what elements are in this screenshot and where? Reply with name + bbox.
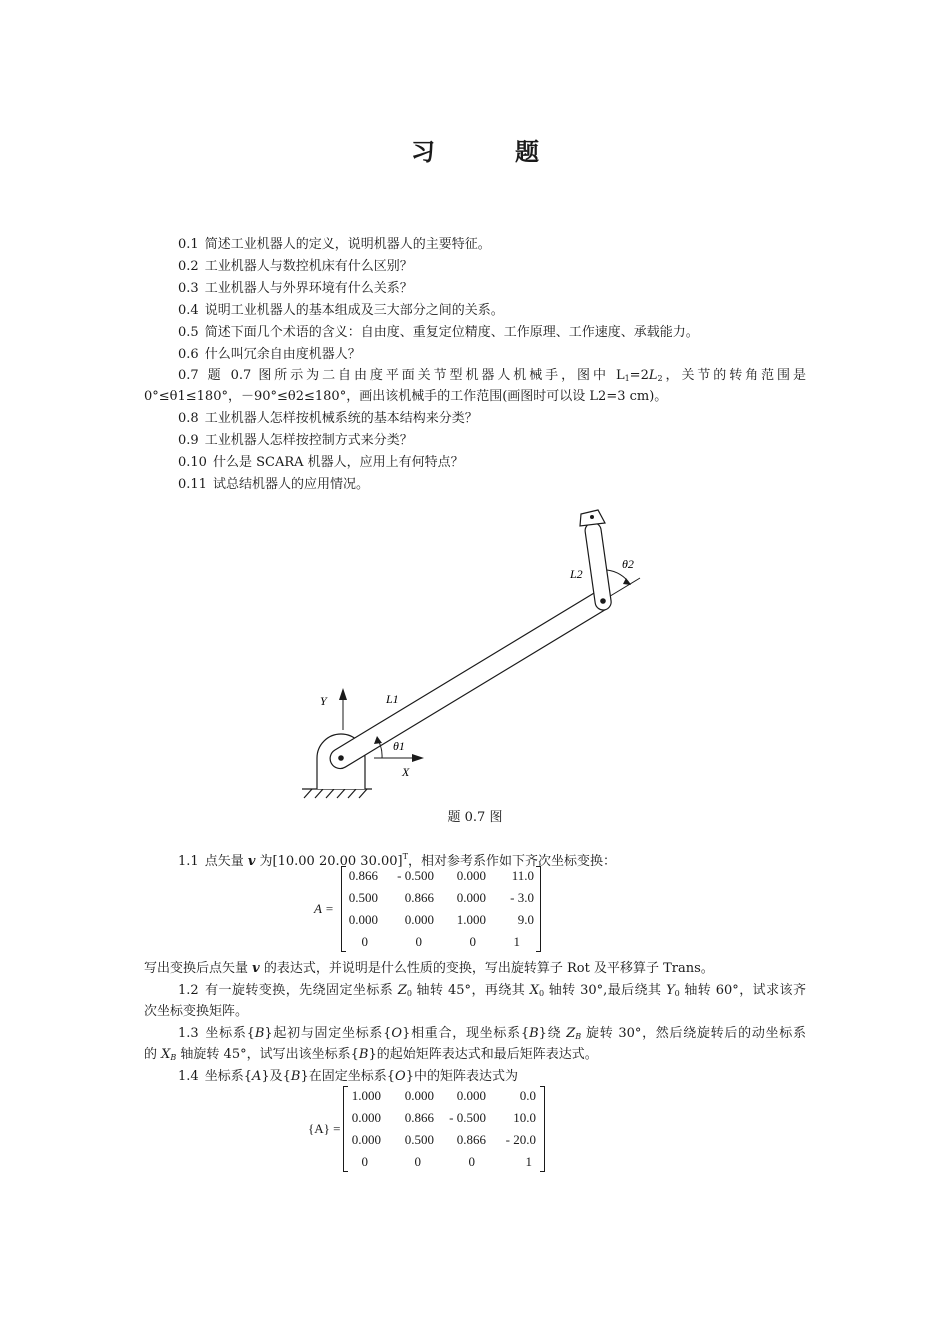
question-0-10: 0.10 什么是 SCARA 机器人，应用上有何特点？ bbox=[178, 455, 464, 470]
robot-arm-figure bbox=[290, 500, 660, 805]
matrix-a-row-0: 0.866 - 0.500 0.000 11.0 bbox=[348, 868, 534, 883]
matrix-a-row-1: 0.500 0.866 0.000 - 3.0 bbox=[348, 890, 534, 905]
joint-1 bbox=[338, 755, 344, 761]
problem-1-4-intro: 1.4 坐标系{A}及{B}在固定坐标系{O}中的矩阵表达式为 bbox=[178, 1069, 518, 1084]
matrix-frame-row-0: 1.000 0.000 0.000 0.0 bbox=[351, 1088, 536, 1103]
question-0-1: 0.1 简述工业机器人的定义，说明机器人的主要特征。 bbox=[178, 237, 491, 252]
matrix-a-row-3: 0 0 0 1 bbox=[361, 934, 520, 949]
figure-caption: 题 0.7 图 bbox=[447, 810, 503, 825]
question-0-2: 0.2 工业机器人与数控机床有什么区别？ bbox=[178, 259, 413, 274]
link-2-label: L2 bbox=[570, 567, 583, 581]
page-title: 习 题 bbox=[411, 138, 567, 166]
matrix-a: A = 0.866 - 0.500 0.000 11.0 0.500 0.866 0.000 - 3.0 0.000 0.000 1.000 9.0 0 0 0 1 bbox=[310, 864, 550, 954]
link-1-label: L1 bbox=[386, 692, 399, 706]
question-0-7-line2: 0°≤θ1≤180°，－90°≤θ2≤180°，画出该机械手的工作范围(画图时可以设 L2=3 cm)。 bbox=[144, 389, 668, 404]
matrix-a-row-2: 0.000 0.000 1.000 9.0 bbox=[348, 912, 534, 927]
matrix-frame-row-3: 0 0 0 1 bbox=[361, 1154, 532, 1169]
ground-base bbox=[302, 789, 372, 798]
link-1 bbox=[326, 588, 613, 772]
question-0-4: 0.4 说明工业机器人的基本组成及三大部分之间的关系。 bbox=[178, 303, 504, 318]
x-axis-label: X bbox=[402, 765, 410, 779]
matrix-frame-row-1: 0.000 0.866 - 0.500 10.0 bbox=[351, 1110, 536, 1125]
problem-1-1-intro: 1.1 点矢量 v 为[10.00 20.00 30.00]$^T$，相对参考系作如下齐次坐标变换： bbox=[178, 852, 616, 869]
problem-1-1-after: 写出变换后点矢量 v 的表达式，并说明是什么性质的变换，写出旋转算子 Rot 及平移算子 Trans。 bbox=[144, 961, 714, 976]
problem-1-2-line2: 次坐标变换矩阵。 bbox=[144, 1004, 249, 1019]
question-0-9: 0.9 工业机器人怎样按控制方式来分类？ bbox=[178, 433, 413, 448]
matrix-a-frame: {A} = 1.000 0.000 0.000 0.0 0.000 0.866 - 0.500 10.0 0.000 0.500 0.866 - 20.0 0 0 0 1 bbox=[306, 1084, 556, 1174]
problem-1-2-line1: 1.2 有一旋转变换，先绕固定坐标系 $Z_0$ 轴转 45°，再绕其 $X_0$ 轴转 30°,最后绕其 $Y_0$ 轴转 60°，试求该齐 bbox=[178, 983, 806, 998]
question-0-11: 0.11 试总结机器人的应用情况。 bbox=[178, 477, 369, 492]
joint-2 bbox=[600, 598, 606, 604]
question-0-7-line1: 0.7 题 0.7 图所示为二自由度平面关节型机器人机械手，图中 $L_1=2L_2$，关节的转角范围是 bbox=[178, 368, 806, 383]
problem-1-3-line1: 1.3 坐标系{B}起初与固定坐标系{O}相重合，现坐标系{B}绕 $Z_B$ 旋转 30°，然后绕旋转后的动坐标系 bbox=[178, 1026, 806, 1041]
y-axis-label: Y bbox=[320, 694, 327, 708]
theta-2-label: θ2 bbox=[622, 557, 634, 571]
problem-1-3-line2: 的 $X_B$ 轴旋转 45°，试写出该坐标系{B}的起始矩阵表达式和最后矩阵表达式。 bbox=[144, 1047, 598, 1062]
matrix-frame-row-2: 0.000 0.500 0.866 - 20.0 bbox=[351, 1132, 536, 1147]
question-0-5: 0.5 简述下面几个术语的含义：自由度、重复定位精度、工作原理、工作速度、承载能力。 bbox=[178, 325, 699, 340]
question-0-6: 0.6 什么叫冗余自由度机器人？ bbox=[178, 347, 361, 362]
question-0-8: 0.8 工业机器人怎样按机械系统的基本结构来分类？ bbox=[178, 411, 478, 426]
theta-1-label: θ1 bbox=[393, 739, 405, 753]
question-0-3: 0.3 工业机器人与外界环境有什么关系？ bbox=[178, 281, 413, 296]
